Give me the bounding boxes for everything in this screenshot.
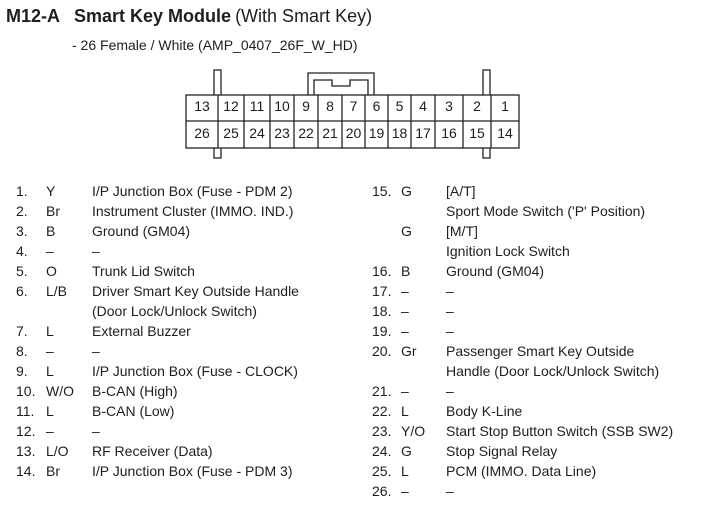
wire-color: Y/O	[401, 423, 426, 439]
pin-number: 20.	[372, 343, 392, 359]
pin-14-label: 14	[497, 125, 513, 141]
pin-9-label: 9	[302, 98, 310, 114]
connector-face-diagram	[180, 68, 520, 164]
pin-5-label: 5	[395, 98, 404, 114]
wire-color: –	[401, 323, 409, 339]
pin-description: –	[446, 323, 454, 339]
pin-number: 17.	[372, 283, 392, 299]
wire-color: L/O	[46, 443, 69, 459]
pin-number: 6.	[16, 283, 28, 299]
connector-code: M12-A	[6, 6, 61, 26]
pin-description: –	[446, 483, 454, 499]
pin-3-label: 3	[445, 98, 453, 114]
wire-color: G	[401, 223, 412, 239]
pin-description: PCM (IMMO. Data Line)	[446, 463, 597, 479]
pin-number: 11.	[16, 403, 35, 419]
wire-color: O	[46, 263, 57, 279]
pin-description: Instrument Cluster (IMMO. IND.)	[92, 203, 294, 219]
pin-description: –	[446, 383, 454, 399]
wire-color: L	[401, 463, 409, 479]
wire-color: L	[46, 323, 54, 339]
pin-number: 14.	[16, 463, 36, 479]
pin-number: 23.	[372, 423, 392, 439]
pin-number: 22.	[372, 403, 392, 419]
wire-color: Gr	[401, 343, 417, 359]
pin-20-label: 20	[345, 125, 362, 141]
wire-color: B	[401, 263, 411, 279]
pin-number: 21.	[372, 383, 392, 399]
pin-description: RF Receiver (Data)	[92, 443, 213, 459]
pin-24-label: 24	[249, 125, 265, 141]
pin-description: I/P Junction Box (Fuse - PDM 2)	[92, 183, 293, 199]
pin-number: 2.	[16, 203, 28, 219]
wire-color: –	[46, 423, 54, 439]
pin-description: Ground (GM04)	[446, 263, 545, 279]
wire-color: W/O	[46, 383, 74, 399]
pin-description: [A/T]	[446, 183, 476, 199]
wire-color: –	[46, 243, 54, 259]
pin-description: Stop Signal Relay	[446, 443, 558, 459]
pin-number: 7.	[16, 323, 28, 339]
pin-number: 26.	[372, 483, 392, 499]
pin-description: –	[446, 303, 454, 319]
pin-21-label: 21	[322, 125, 338, 141]
wire-color: Y	[46, 183, 56, 199]
pin-number: 25.	[372, 463, 392, 479]
pin-6-label: 6	[372, 98, 381, 114]
connector-title	[6, 6, 372, 27]
connector-outline	[180, 68, 520, 164]
pin-4-label: 4	[419, 98, 427, 114]
pin-number: 9.	[16, 363, 28, 379]
pin-number: 15.	[372, 183, 392, 199]
wire-color: Br	[46, 463, 60, 479]
pin-number: 1.	[16, 183, 28, 199]
pin-26-label: 26	[194, 125, 210, 141]
pin-description: I/P Junction Box (Fuse - CLOCK)	[92, 363, 298, 379]
pin-18-label: 18	[391, 125, 408, 141]
wire-color: L	[401, 403, 409, 419]
pin-description: –	[92, 343, 100, 359]
pin-description: Sport Mode Switch ('P' Position)	[446, 203, 646, 219]
wire-color: –	[401, 483, 409, 499]
pin-number: 4.	[16, 243, 28, 259]
wire-color: B	[46, 223, 56, 239]
pin-number: 12.	[16, 423, 36, 439]
wire-color: G	[401, 183, 412, 199]
pin-description: Driver Smart Key Outside Handle	[92, 283, 299, 299]
pin-number: 5.	[16, 263, 28, 279]
pin-16-label: 16	[441, 125, 457, 141]
pin-11-label: 11	[249, 98, 265, 114]
wire-color: –	[401, 383, 409, 399]
wire-color: G	[401, 443, 412, 459]
pin-description: [M/T]	[446, 223, 478, 239]
pin-8-label: 8	[326, 98, 334, 114]
pin-description: –	[92, 423, 100, 439]
pin-number: 10.	[16, 383, 36, 399]
wire-color: –	[46, 343, 54, 359]
wire-color: L	[46, 363, 54, 379]
pin-19-label: 19	[368, 125, 385, 141]
pin-15-label: 15	[469, 125, 485, 141]
pin-2-label: 2	[473, 98, 481, 114]
pin-23-label: 23	[274, 125, 290, 141]
pin-25-label: 25	[223, 125, 239, 141]
pin-description: –	[92, 243, 100, 259]
pin-number: 19.	[372, 323, 392, 339]
pin-number: 3.	[16, 223, 28, 239]
pin-description: B-CAN (High)	[92, 383, 178, 399]
module-qualifier: (With Smart Key)	[235, 6, 373, 26]
pin-description: Start Stop Button Switch (SSB SW2)	[446, 423, 674, 439]
pin-12-label: 12	[223, 98, 239, 114]
pin-description: Ground (GM04)	[92, 223, 191, 239]
pin-description: Body K-Line	[446, 403, 523, 419]
wire-color: –	[401, 303, 409, 319]
pin-description: Ignition Lock Switch	[446, 243, 570, 259]
pin-description: Handle (Door Lock/Unlock Switch)	[446, 363, 660, 379]
wire-color: L/B	[46, 283, 68, 299]
wire-color: Br	[46, 203, 60, 219]
pin-description: Passenger Smart Key Outside	[446, 343, 635, 359]
pin-13-label: 13	[194, 98, 210, 114]
pin-17-label: 17	[415, 125, 431, 141]
pin-description: –	[446, 283, 454, 299]
wire-color: L	[46, 403, 54, 419]
pin-number: 8.	[16, 343, 28, 359]
pin-22-label: 22	[298, 125, 314, 141]
connector-spec: - 26 Female / White (AMP_0407_26F_W_HD)	[72, 37, 358, 53]
pin-description: External Buzzer	[92, 323, 191, 339]
wire-color: –	[401, 283, 409, 299]
pin-number: 18.	[372, 303, 392, 319]
pin-number: 13.	[16, 443, 36, 459]
pin-description: B-CAN (Low)	[92, 403, 175, 419]
pin-7-label: 7	[349, 98, 358, 114]
pin-number: 24.	[372, 443, 392, 459]
pin-description: (Door Lock/Unlock Switch)	[92, 303, 257, 319]
pin-1-label: 1	[501, 98, 509, 114]
pin-number: 16.	[372, 263, 392, 279]
module-name: Smart Key Module	[74, 6, 232, 26]
pin-description: I/P Junction Box (Fuse - PDM 3)	[92, 463, 293, 479]
pin-description: Trunk Lid Switch	[92, 263, 195, 279]
pin-10-label: 10	[274, 98, 290, 114]
